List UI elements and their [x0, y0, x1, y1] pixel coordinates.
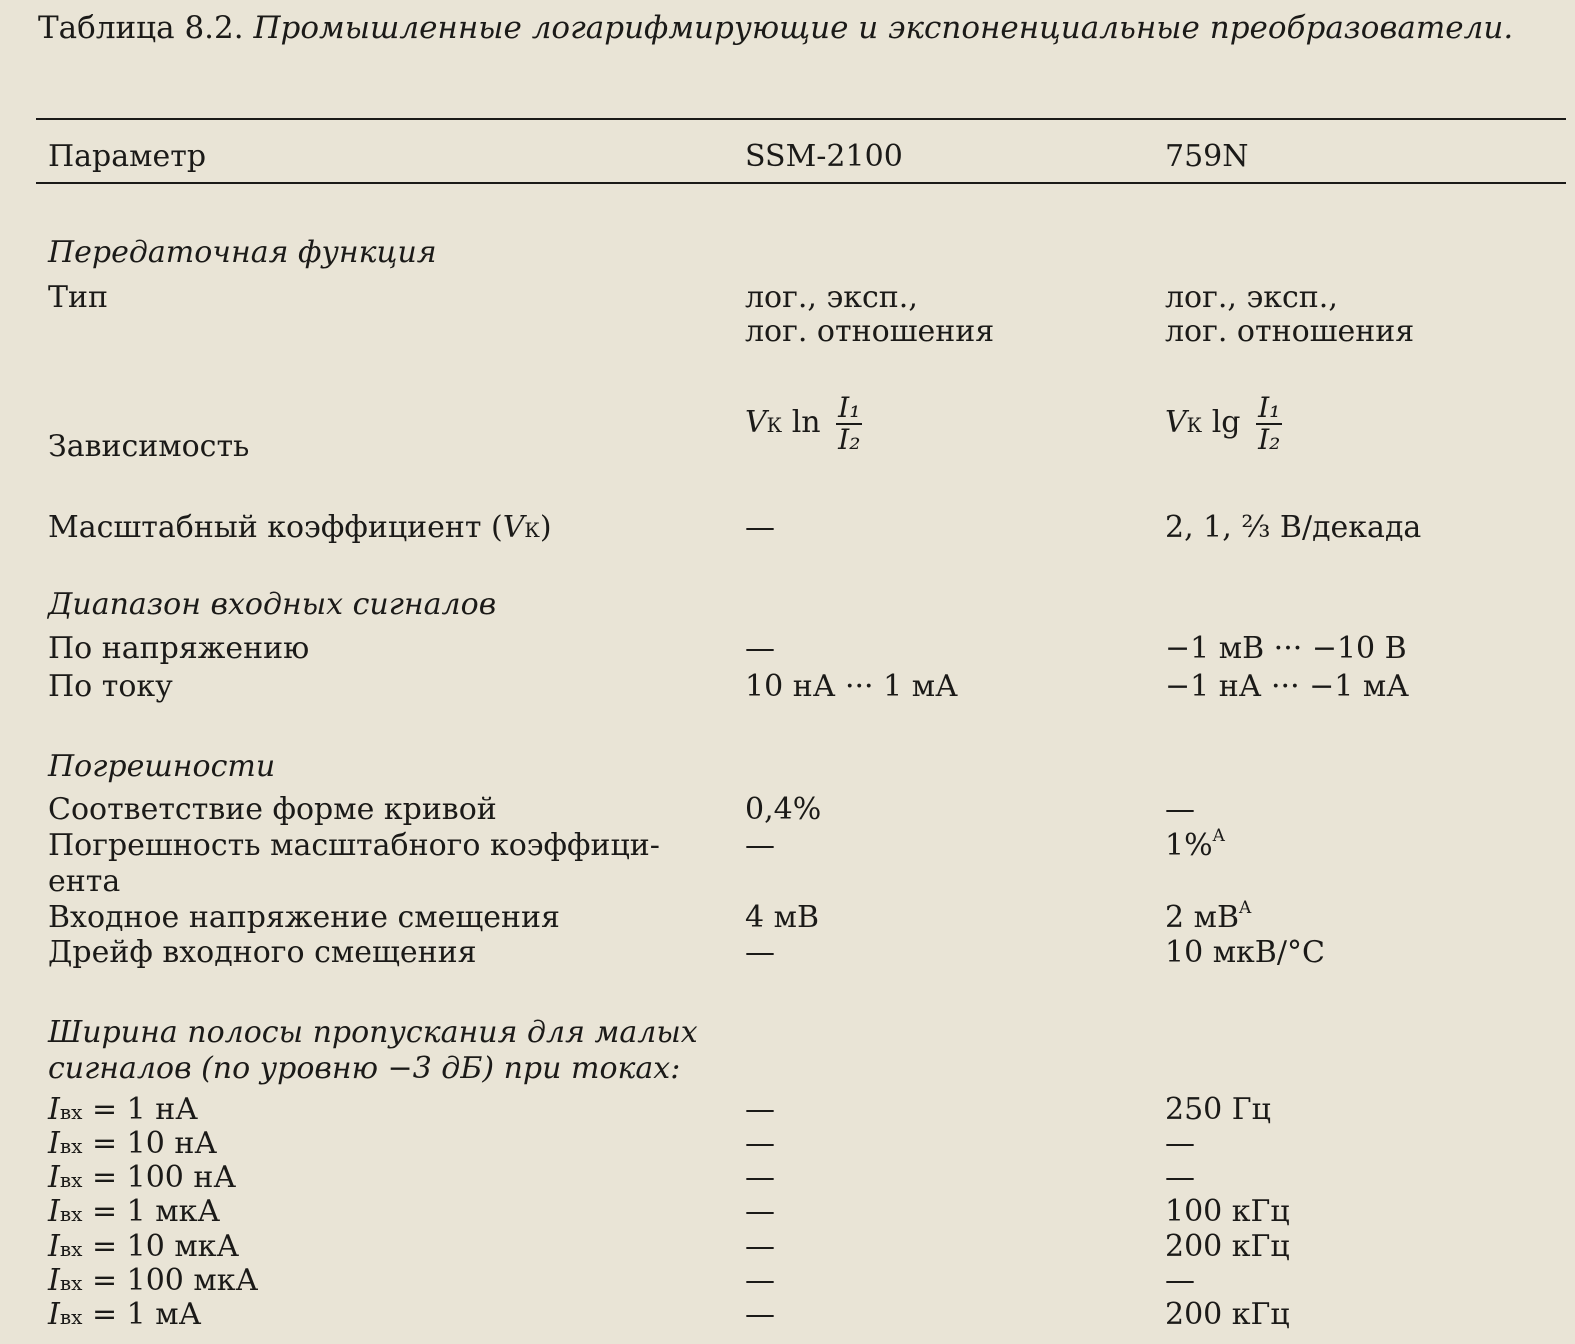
row-type-col1-line2: лог. отношения	[745, 314, 995, 349]
row-current-col2: −1 нА ··· −1 мА	[1165, 669, 1409, 704]
row-scale-col2: 2, 1, ⅔ В/декада	[1165, 510, 1422, 545]
header-col2: 759N	[1165, 139, 1249, 174]
bw-row-col2: —	[1165, 1263, 1195, 1298]
row-scale-error-col2: 1%$^A$	[1165, 826, 1225, 863]
section-transfer: Передаточная функция	[48, 235, 437, 270]
row-offset-label: Входное напряжение смещения	[48, 900, 560, 935]
bw-row-col2: 100 кГц	[1165, 1194, 1290, 1229]
bw-row-label: Iвх = 10 мкА	[48, 1229, 240, 1264]
bw-row-col1: —	[745, 1297, 775, 1332]
row-scale-error-col1: —	[745, 828, 775, 863]
bw-row-col2: 200 кГц	[1165, 1297, 1290, 1332]
row-type-col2-line2: лог. отношения	[1165, 314, 1415, 349]
section-errors: Погрешности	[48, 749, 276, 784]
row-type-label: Тип	[48, 280, 108, 315]
row-scale-label: Масштабный коэффициент (VК)	[48, 510, 552, 545]
bw-row-col1: —	[745, 1229, 775, 1264]
row-dependence-label: Зависимость	[48, 429, 250, 464]
row-conformity-label: Соответствие форме кривой	[48, 792, 497, 827]
header-rule	[36, 182, 1566, 184]
header-col1: SSM-2100	[745, 139, 903, 174]
row-offset-col2: 2 $мВ^A$	[1165, 898, 1252, 935]
row-voltage-label: По напряжению	[48, 631, 310, 666]
bw-row-label: Iвх = 1 мА	[48, 1297, 202, 1332]
row-drift-col2: 10 мкВ/°С	[1165, 935, 1325, 970]
row-offset-col1: 4 мВ	[745, 900, 820, 935]
bw-row-col2: —	[1165, 1126, 1195, 1161]
header-param: Параметр	[48, 139, 207, 174]
bw-row-label: Iвх = 100 нА	[48, 1160, 237, 1195]
bw-row-col1: —	[745, 1160, 775, 1195]
caption-title: Промышленные логарифмирующие и экспоненциальные преобразователи.	[253, 10, 1514, 46]
bw-row-col1: —	[745, 1194, 775, 1229]
caption-label: Таблица 8.2.	[38, 10, 244, 46]
row-voltage-col2: −1 мВ ··· −10 В	[1165, 631, 1407, 666]
row-type-col2-line1: лог., эксп.,	[1165, 280, 1338, 315]
table-caption	[38, 10, 1513, 46]
bw-row-col2: 200 кГц	[1165, 1229, 1290, 1264]
row-dependence-col2-formula: VК lg $\frac{\text{I₁}}{\text{I₂}}$	[1165, 391, 1281, 456]
bw-row-col2: —	[1165, 1160, 1195, 1195]
row-drift-label: Дрейф входного смещения	[48, 935, 477, 970]
row-current-label: По току	[48, 669, 173, 704]
row-scale-error-label-2: ента	[48, 864, 121, 899]
row-dependence-col1-formula: VК ln $\frac{\text{I₁}}{\text{I₂}}$	[745, 391, 861, 456]
row-scale-error-label-1: Погрешность масштабного коэффици-	[48, 828, 660, 863]
top-rule	[36, 118, 1566, 120]
row-scale-col1: —	[745, 510, 775, 545]
row-conformity-col1: 0,4%	[745, 792, 822, 827]
row-conformity-col2: —	[1165, 792, 1195, 827]
bw-row-label: Iвх = 100 мкА	[48, 1263, 259, 1298]
row-voltage-col1: —	[745, 631, 775, 666]
bw-row-label: Iвх = 10 нА	[48, 1126, 218, 1161]
bw-row-col1: —	[745, 1092, 775, 1127]
row-current-col1: 10 нА ··· 1 мА	[745, 669, 958, 704]
bw-row-col2: 250 Гц	[1165, 1092, 1271, 1127]
section-range: Диапазон входных сигналов	[48, 587, 497, 622]
bw-row-col1: —	[745, 1263, 775, 1298]
bw-row-label: Iвх = 1 нА	[48, 1092, 198, 1127]
section-bandwidth-line1: Ширина полосы пропускания для малых	[48, 1015, 698, 1050]
row-type-col1-line1: лог., эксп.,	[745, 280, 918, 315]
row-drift-col1: —	[745, 935, 775, 970]
section-bandwidth-line2: сигналов (по уровню −3 дБ) при токах:	[48, 1051, 681, 1086]
bw-row-label: Iвх = 1 мкА	[48, 1194, 221, 1229]
bw-row-col1: —	[745, 1126, 775, 1161]
